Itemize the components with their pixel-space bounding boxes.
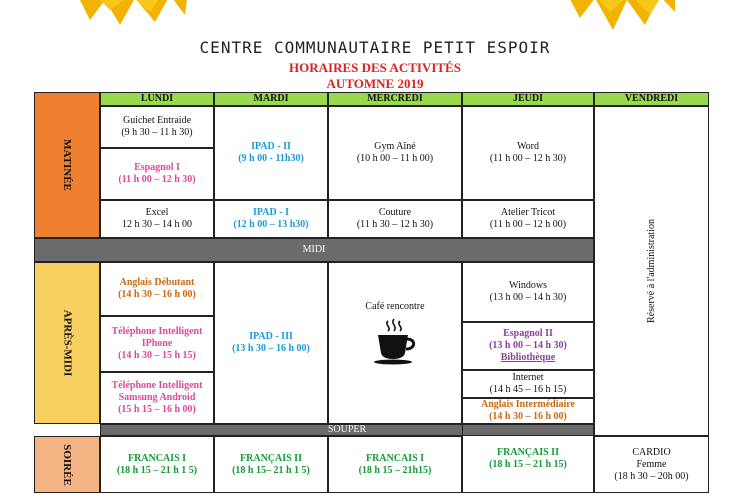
noon-break-bar: MIDI [34, 238, 594, 262]
activity-internet: Internet (14 h 45 – 16 h 15) [462, 370, 594, 398]
center-name: CENTRE COMMUNAUTAIRE PETIT ESPOIR [199, 38, 551, 57]
activity-ipad-1: IPAD - I (12 h 00 – 13 h30) [214, 200, 328, 238]
day-header-monday: LUNDI [100, 92, 214, 106]
activity-windows: Windows (13 h 00 – 14 h 30) [462, 262, 594, 322]
bibliotheque-location: Bibliothèque [500, 352, 556, 363]
activity-word: Word (11 h 00 – 12 h 30) [462, 106, 594, 200]
day-header-wednesday: MERCREDI [328, 92, 462, 106]
friday-admin-reserved: Réservé à l'administration [594, 106, 709, 436]
activity-cardio: CARDIO Femme (18 h 30 – 20h 00) [594, 436, 709, 493]
activity-telephone-iphone: Téléphone Intelligent IPhone (14 h 30 – 15 h 15) [100, 316, 214, 372]
activity-couture: Couture (11 h 30 – 12 h 30) [328, 200, 462, 238]
activity-espagnol-2: Espagnol II (13 h 00 – 14 h 30) Bibliothèque [462, 322, 594, 370]
activity-ipad-2: IPAD - II (9 h 00 - 11h30) [214, 106, 328, 200]
activity-francais-1-wednesday: FRANCAIS I (18 h 15 – 21h15) [328, 436, 462, 493]
schedule-table [34, 92, 709, 493]
activity-ipad-3: IPAD - III (13 h 30 – 16 h 00) [214, 262, 328, 424]
activity-espagnol-1: Espagnol I (11 h 00 – 12 h 30) [100, 148, 214, 200]
period-morning: MATINÉE [34, 92, 100, 238]
activity-atelier-tricot: Atelier Tricot (11 h 00 – 12 h 00) [462, 200, 594, 238]
season-label: AUTOMNE 2019 [326, 76, 424, 91]
day-header-thursday: JEUDI [462, 92, 594, 106]
activity-gym-aine: Gym Aîné (10 h 00 – 11 h 00) [328, 106, 462, 200]
supper-break-bar: SOUPER [100, 424, 594, 436]
schedule-subtitle: HORAIRES DES ACTIVITÉS [289, 60, 461, 75]
activity-excel: Excel 12 h 30 – 14 h 00 [100, 200, 214, 238]
day-header-friday: VENDREDI [594, 92, 709, 106]
activity-cafe-rencontre: Café rencontre [328, 262, 462, 424]
activity-francais-1-monday: FRANCAIS I (18 h 15 – 21 h 1 5) [100, 436, 214, 493]
activity-guichet-entraide: Guichet Entraide (9 h 30 – 11 h 30) [100, 106, 214, 148]
period-afternoon: APRÈS-MIDI [34, 262, 100, 424]
activity-anglais-intermediaire: Anglais Intermédiaire (14 h 30 – 16 h 00) [462, 398, 594, 424]
period-evening: SOIRÉE [34, 436, 100, 493]
autumn-leaves-left-decoration [70, 0, 190, 30]
activity-telephone-android: Téléphone Intelligent Samsung Android (15 h 15 – 16 h 00) [100, 372, 214, 424]
activity-francais-2-tuesday: FRANÇAIS II (18 h 15– 21 h 1 5) [214, 436, 328, 493]
day-header-tuesday: MARDI [214, 92, 328, 106]
activity-anglais-debutant: Anglais Débutant (14 h 30 – 16 h 00) [100, 262, 214, 316]
autumn-leaves-right-decoration [565, 0, 675, 35]
coffee-cup-icon [370, 317, 420, 365]
activity-francais-2-thursday: FRANÇAIS II (18 h 15 – 21 h 15) [462, 424, 594, 493]
